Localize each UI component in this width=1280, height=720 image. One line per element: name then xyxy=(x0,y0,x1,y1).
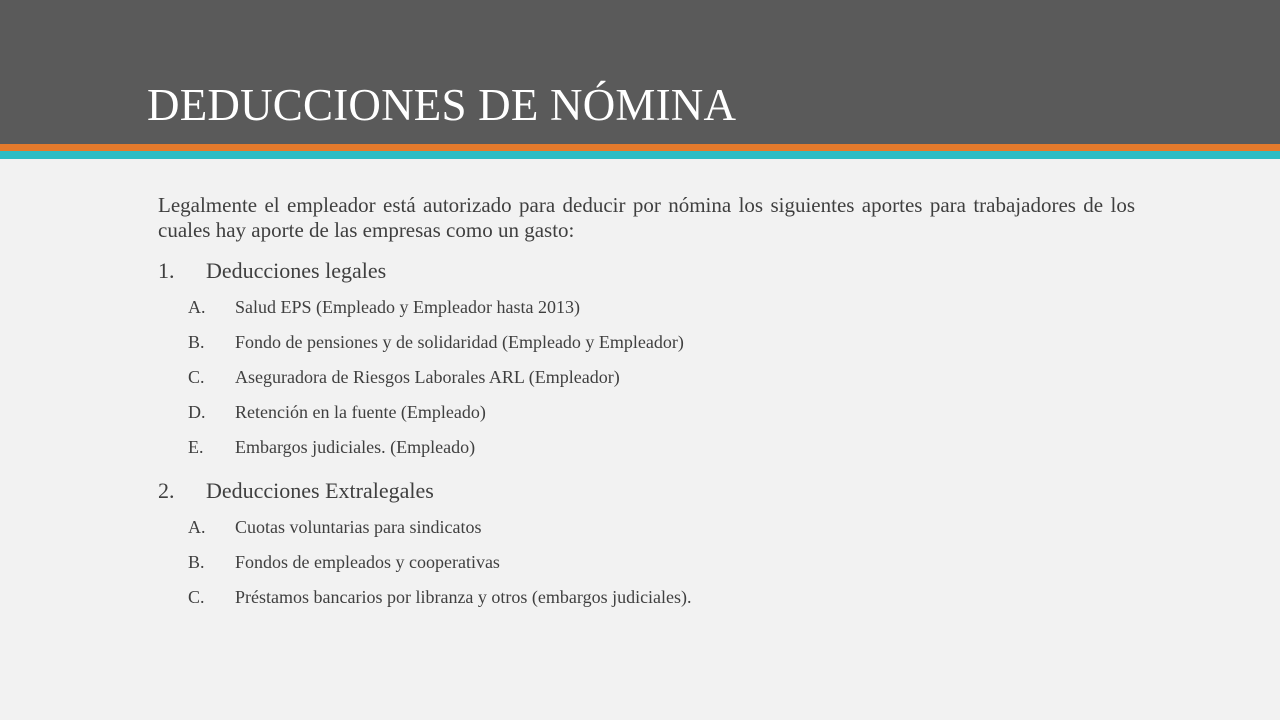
item-letter: D. xyxy=(188,402,206,422)
title-bar xyxy=(0,0,1280,144)
item-text: Fondos de empleados y cooperativas xyxy=(235,552,500,572)
item-letter: A. xyxy=(188,517,206,537)
legal-deductions-list xyxy=(158,290,1135,465)
item-text: Aseguradora de Riesgos Laborales ARL (Empleador) xyxy=(235,367,620,387)
section-heading-text: Deducciones legales xyxy=(206,258,387,283)
item-letter: B. xyxy=(188,552,205,572)
item-text: Cuotas voluntarias para sindicatos xyxy=(235,517,482,537)
item-letter: A. xyxy=(188,297,206,317)
slide-body xyxy=(158,193,1135,615)
item-text: Embargos judiciales. (Empleado) xyxy=(235,437,476,457)
section-heading-text: Deducciones Extralegales xyxy=(206,478,434,503)
section-legal-deductions xyxy=(158,252,1135,465)
item-text: Préstamos bancarios por libranza y otros (embargos judiciales). xyxy=(235,587,692,607)
item-text: Fondo de pensiones y de solidaridad (Empleado y Empleador) xyxy=(235,332,684,352)
list-item xyxy=(188,395,1135,430)
section-heading xyxy=(158,472,1135,510)
section-number: 2. xyxy=(158,478,175,503)
list-item xyxy=(188,290,1135,325)
item-letter: C. xyxy=(188,367,205,387)
list-item xyxy=(188,430,1135,465)
item-letter: C. xyxy=(188,587,205,607)
item-text: Salud EPS (Empleado y Empleador hasta 2013) xyxy=(235,297,580,317)
item-letter: E. xyxy=(188,437,204,457)
intro-paragraph: Legalmente el empleador está autorizado para deducir por nómina los siguientes aportes para trabajadores de los cuales hay aporte de las empresas como un gasto: xyxy=(158,193,1135,242)
extralegal-deductions-list xyxy=(158,510,1135,615)
list-item xyxy=(188,360,1135,395)
list-item xyxy=(188,325,1135,360)
section-heading xyxy=(158,252,1135,290)
section-number: 1. xyxy=(158,258,175,283)
list-item xyxy=(188,510,1135,545)
list-item xyxy=(188,580,1135,615)
accent-stripe-teal xyxy=(0,151,1280,159)
list-item xyxy=(188,545,1135,580)
item-text: Retención en la fuente (Empleado) xyxy=(235,402,486,422)
slide-title: DEDUCCIONES DE NÓMINA xyxy=(147,80,737,130)
section-extralegal-deductions xyxy=(158,472,1135,615)
accent-stripe-orange xyxy=(0,144,1280,151)
item-letter: B. xyxy=(188,332,205,352)
